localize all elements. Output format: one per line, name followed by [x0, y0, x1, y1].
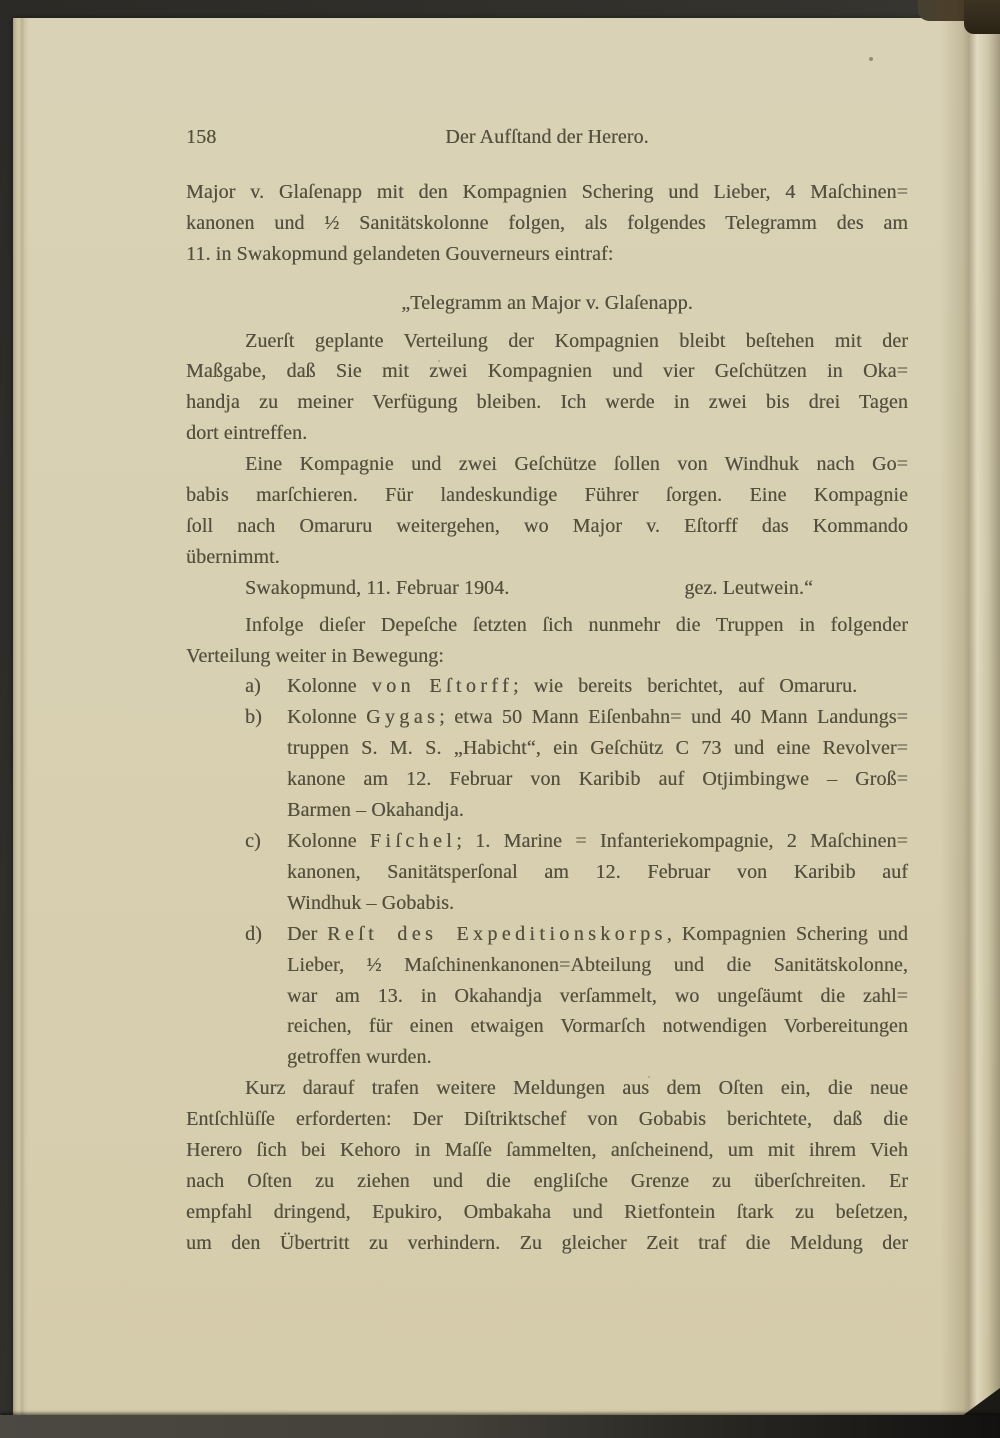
- text-line: Windhuk – Gobabis.: [287, 891, 455, 914]
- text-line: babis marſchieren. Für landeskundige Führer ſorgen. Eine Kompagnie: [186, 484, 908, 507]
- text-line: kanonen, Sanitätsperſonal am 12. Februar von Karibib auf: [287, 860, 908, 883]
- page-edge-stack: [13, 18, 29, 1415]
- text-line: Kurz darauf trafen weitere Meldungen aus dem Oſten ein, die neue: [245, 1077, 908, 1100]
- list-item: [186, 826, 908, 919]
- text-line: [287, 671, 908, 702]
- paragraph: [186, 326, 908, 450]
- text-line: „Telegramm an Major v. Glaſenapp.: [401, 291, 693, 314]
- text-line: Lieber, ½ Maſchinenkanonen=Abteilung und die Sanitätskolonne,: [287, 953, 908, 976]
- text-segment: Kolonne: [287, 675, 372, 698]
- page-fold-shadow: [940, 18, 1000, 1415]
- letterspaced-text: von Eſtorff: [371, 675, 514, 698]
- text-line: Entſchlüſſe erforderten: Der Diſtriktschef von Gobabis berichtete, daß die: [186, 1108, 908, 1131]
- running-title: Der Aufſtand der Herero.: [445, 126, 649, 148]
- text-line: Herero ſich bei Kehoro in Maſſe ſammelten, anſcheinend, um mit ihrem Vieh: [186, 1139, 908, 1162]
- text-line: ſoll nach Omaruru weitergehen, wo Major v. Eſtorff das Kommando: [186, 514, 908, 537]
- text-line: truppen S. M. S. „Habicht“, ein Geſchütz C 73 und eine Revolver=: [287, 737, 908, 760]
- book-page: [13, 18, 1000, 1415]
- list-marker: b): [245, 706, 262, 729]
- text-segment: Kolonne: [287, 830, 370, 853]
- letterspaced-text: Fiſchel: [369, 830, 457, 853]
- paragraph: [186, 449, 908, 573]
- signature-row: [186, 573, 908, 604]
- text-block: [186, 177, 908, 1259]
- paper-specks: [0, 0, 2, 2]
- text-line: kanone am 12. Februar von Karibib auf Otjimbingwe – Groß=: [287, 768, 908, 791]
- signature-name: gez. Leutwein.“: [684, 576, 813, 599]
- text-line: getroffen wurden.: [287, 1046, 432, 1069]
- table-surface: [0, 1415, 1000, 1438]
- text-line: Barmen – Okahandja.: [287, 799, 464, 822]
- list-marker: a): [245, 675, 261, 698]
- list-item: [186, 919, 908, 1074]
- list-item: [186, 671, 908, 702]
- page-header: [186, 122, 908, 153]
- text-line: [287, 702, 908, 733]
- letterspaced-text: Reſt des Expeditionskorps: [327, 922, 667, 945]
- book-binding: [918, 0, 1000, 21]
- text-line: um den Übertritt zu verhindern. Zu gleicher Zeit traf die Meldung der: [186, 1231, 908, 1254]
- text-line: handja zu meiner Verfügung bleiben. Ich werde in zwei bis drei Tagen: [186, 391, 908, 414]
- text-line: reichen, für einen etwaigen Vormarſch notwendigen Vorbereitungen: [287, 1015, 908, 1038]
- paragraph: [186, 610, 908, 672]
- text-line: Infolge dieſer Depeſche ſetzten ſich nunmehr die Truppen in folgender: [245, 613, 908, 636]
- text-line: kanonen und ½ Sanitätskolonne folgen, als folgendes Telegramm des am: [186, 211, 908, 234]
- signature-place-date: Swakopmund, 11. Februar 1904.: [245, 576, 510, 599]
- list-item: [186, 702, 908, 826]
- text-line: Verteilung weiter in Bewegung:: [186, 644, 444, 667]
- text-line: nach Oſten zu ziehen und die engliſche Grenze zu überſchreiten. Er: [186, 1169, 908, 1192]
- page-text: [186, 122, 908, 1259]
- text-segment: ; etwa 50 Mann Eiſenbahn= und 40 Mann Landungs=: [439, 706, 908, 729]
- text-line: 11. in Swakopmund gelandeten Gouverneurs eintraf:: [186, 242, 614, 265]
- text-line: dort eintreffen.: [186, 422, 308, 445]
- text-line: übernimmt.: [186, 545, 280, 568]
- text-segment: Der: [287, 922, 328, 945]
- list-marker: d): [245, 922, 262, 945]
- paragraph: [186, 1073, 908, 1258]
- text-line: Maßgabe, daß Sie mit zwei Kompagnien und vier Geſchützen in Oka=: [186, 360, 908, 383]
- text-line: Major v. Glaſenapp mit den Kompagnien Schering und Lieber, 4 Maſchinen=: [186, 180, 908, 203]
- page-number: 158: [186, 126, 217, 148]
- text-line: Zuerſt geplante Verteilung der Kompagnien bleibt beſtehen mit der: [245, 329, 908, 352]
- text-segment: , Kompagnien Schering und: [666, 922, 908, 945]
- text-line: [287, 919, 908, 950]
- text-segment: ; 1. Marine = Infanteriekompagnie, 2 Maſchinen=: [456, 830, 908, 853]
- paragraph: [186, 177, 908, 270]
- list-marker: c): [245, 830, 261, 853]
- telegram-heading: [186, 288, 908, 319]
- text-line: war am 13. in Okahandja verſammelt, wo ungeſäumt die zahl=: [287, 984, 908, 1007]
- text-line: [287, 826, 908, 857]
- text-segment: ; wie bereits berichtet, auf Omaruru.: [513, 675, 858, 698]
- text-line: Eine Kompagnie und zwei Geſchütze ſollen von Windhuk nach Go=: [245, 453, 908, 476]
- letterspaced-text: Gygas: [366, 706, 440, 729]
- text-segment: Kolonne: [287, 706, 367, 729]
- text-line: empfahl dringend, Epukiro, Ombakaha und Rietfontein ſtark zu beſetzen,: [186, 1200, 908, 1223]
